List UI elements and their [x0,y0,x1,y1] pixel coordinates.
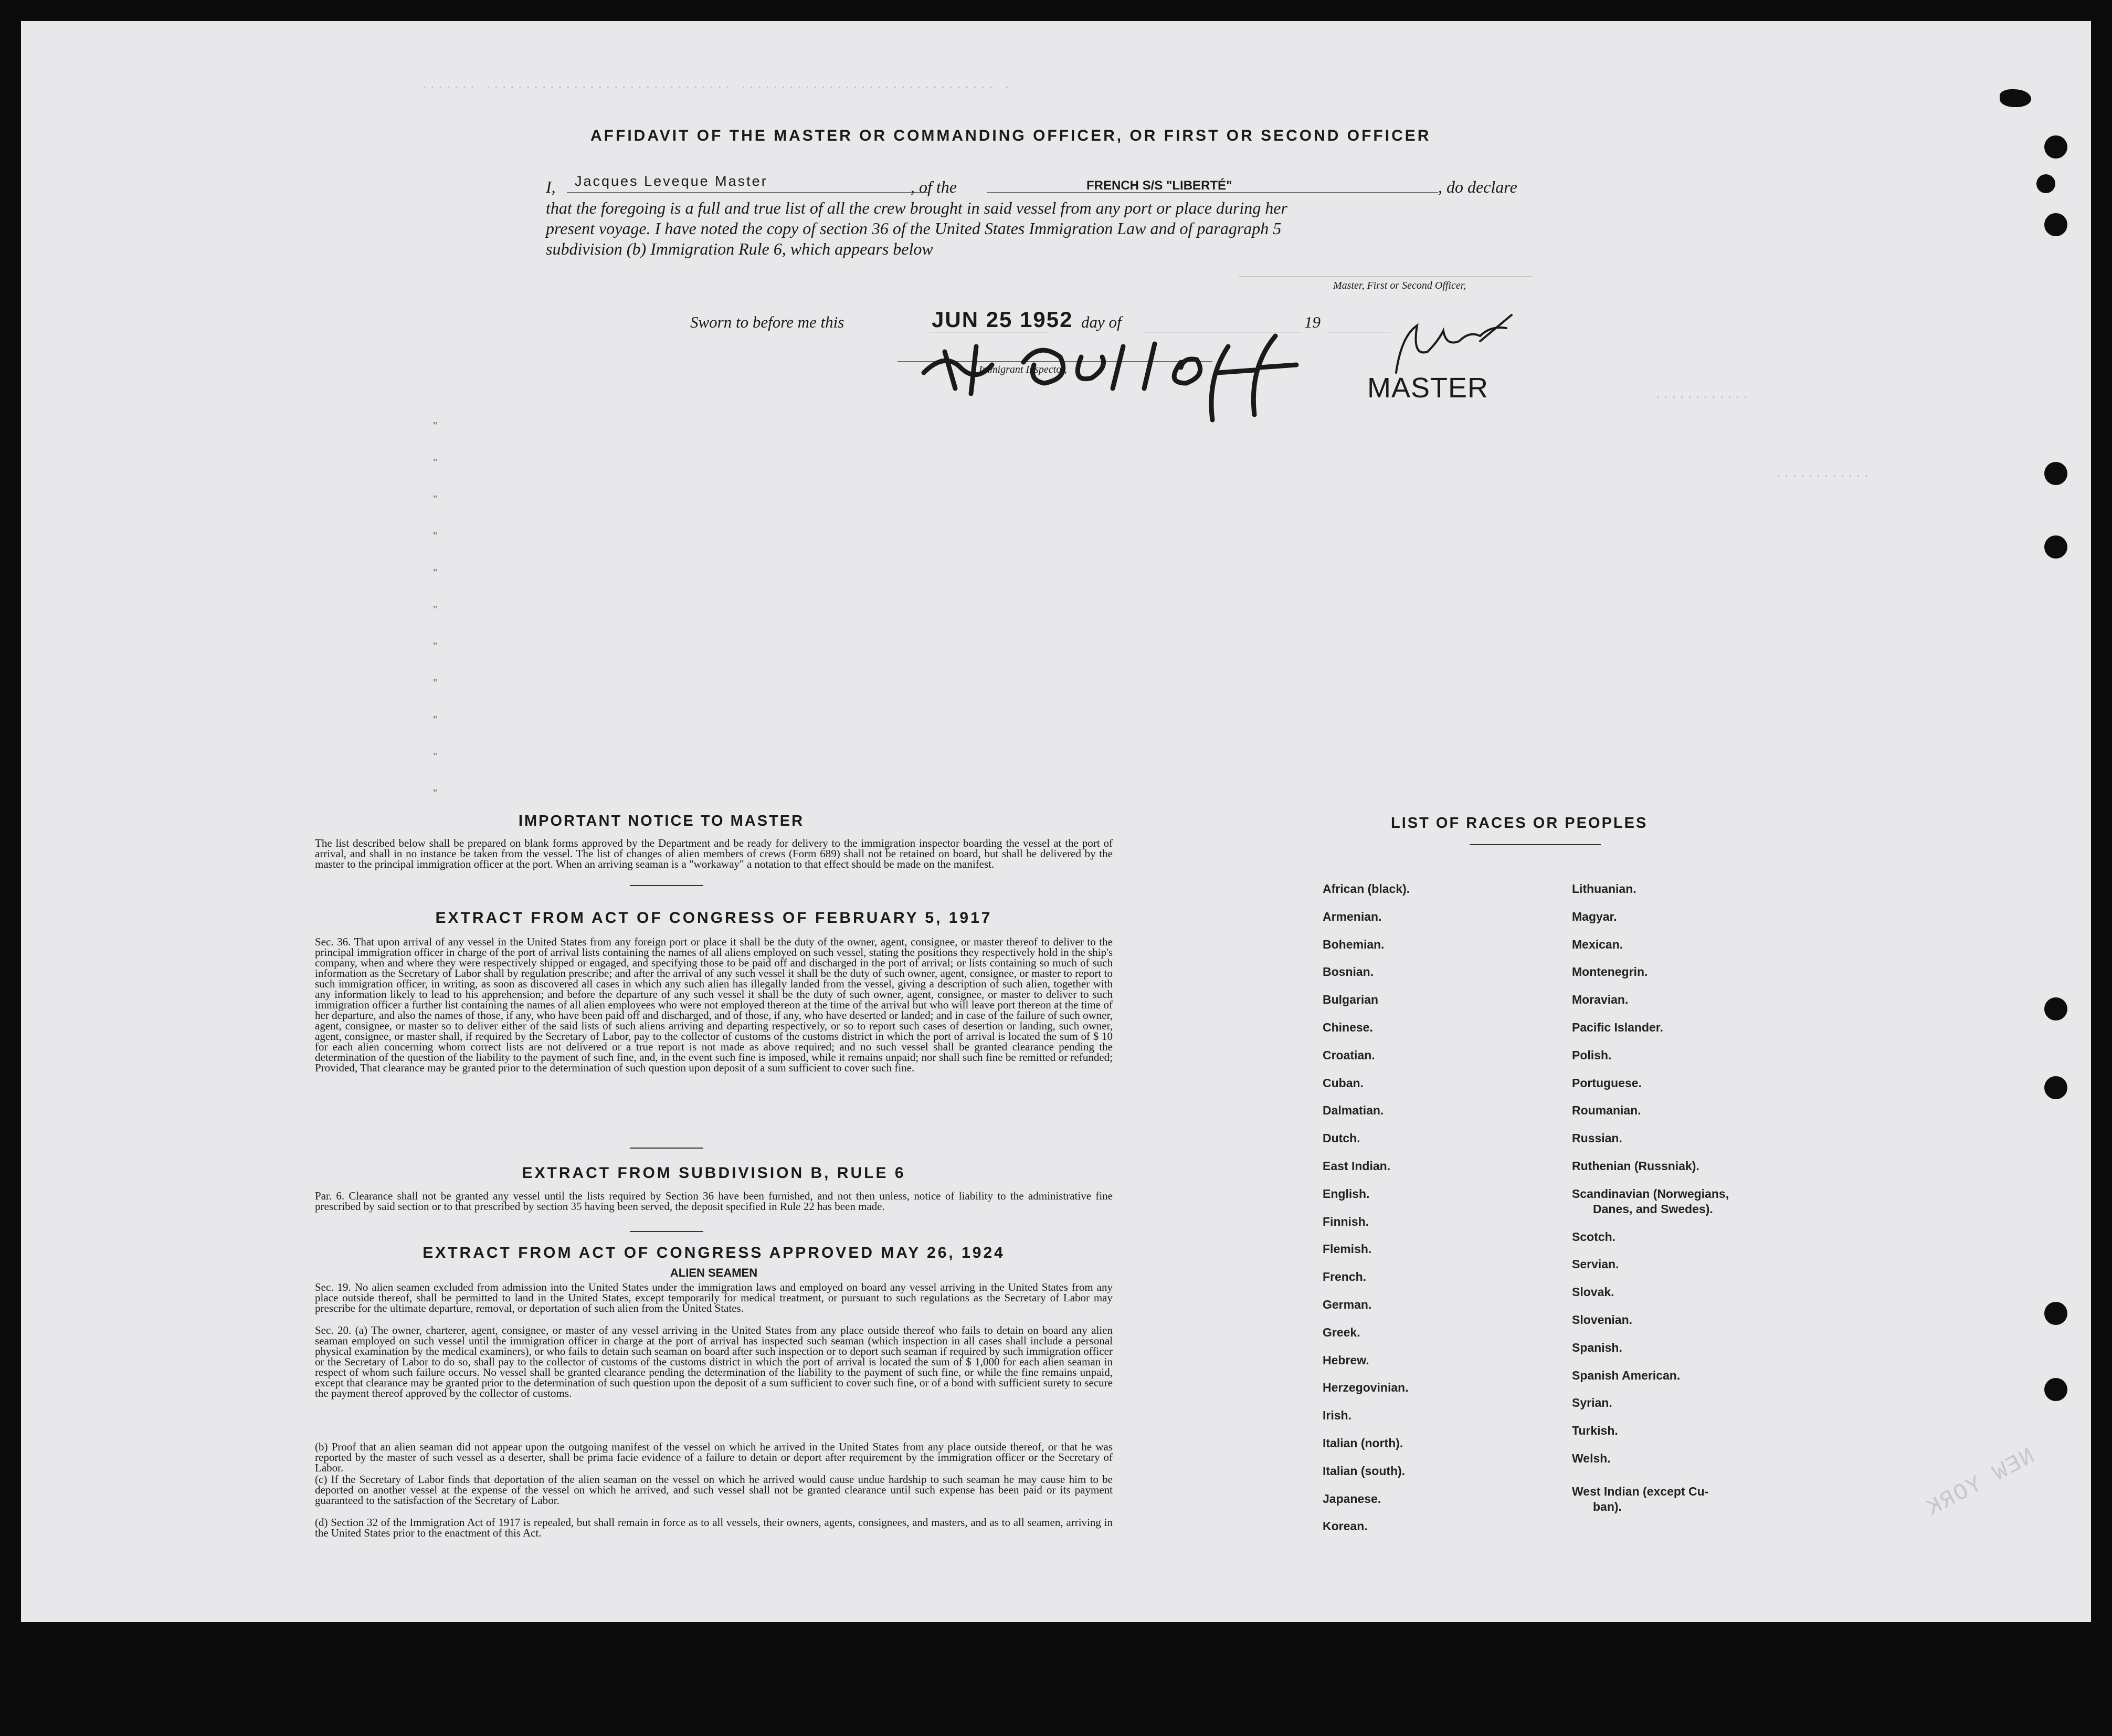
punch-hole [2044,1302,2067,1325]
blank-line [567,192,929,193]
subdivision-text: Par. 6. Clearance shall not be granted any vessel until the lists required by Section 36 have been furnished, and not then unless, notice of liability to the administrative fine prescribed by said section or to that prescribed by section 35 having been served, the deposit specified in Rule 22 has been made. [315,1190,1113,1213]
race-item: Slovak. [1572,1285,1614,1299]
race-item: Korean. [1323,1519,1368,1533]
officer-caption: Master, First or Second Officer, [1333,280,1466,291]
master-stamp: MASTER [1367,372,1489,404]
affidavit-declare: , do declare [1438,177,1517,196]
race-item: Bulgarian [1323,993,1379,1007]
race-item: Montenegrin. [1572,965,1648,979]
race-item: ban). [1593,1500,1622,1514]
ditto-mark: " [433,457,438,468]
race-item: Danes, and Swedes). [1593,1202,1713,1216]
race-item: Mexican. [1572,937,1623,951]
race-item: Dalmatian. [1323,1103,1384,1118]
punch-hole [2044,535,2067,559]
race-item: Finnish. [1323,1214,1369,1228]
bleed-through-text: . ................................ ............................... ....... [420,79,1010,92]
vessel-name: FRENCH S/S "LIBERTÉ" [1086,178,1232,193]
affidavit-intro: I, [546,177,556,196]
bleed-through-text: ............ [1774,467,1870,480]
punch-hole [2044,135,2067,159]
race-item: Cuban. [1323,1076,1364,1090]
race-item: Irish. [1323,1408,1351,1423]
race-item: West Indian (except Cu- [1572,1485,1709,1499]
ditto-mark: " [433,530,438,542]
race-item: Servian. [1572,1257,1619,1271]
race-item: Flemish. [1323,1242,1372,1256]
punch-hole [2044,1378,2067,1401]
extract-1924-title: EXTRACT FROM ACT OF CONGRESS APPROVED MAY 26, 1924 [423,1244,1005,1261]
race-item: Italian (north). [1323,1436,1403,1450]
race-item: Chinese. [1323,1020,1373,1034]
race-item: Syrian. [1572,1396,1612,1410]
race-item: Magyar. [1572,909,1617,923]
scan-border [0,1622,2112,1736]
race-item: African (black). [1323,882,1410,896]
punch-hole [2044,997,2067,1020]
punch-hole [2036,174,2055,193]
extract-1924-sec20d: (d) Section 32 of the Immigration Act of 1917 is repealed, but shall remain in force as to all vessels, their owners, agents, consignees, and masters, and as to all seamen, arriving in the United States prior to the enactment of this Act. [315,1516,1113,1539]
race-item: Polish. [1572,1048,1612,1062]
inspector-caption: Immigrant Inspector, [979,364,1067,375]
race-item: Pacific Islander. [1572,1020,1663,1034]
race-item: English. [1323,1186,1370,1201]
section-divider [1470,844,1601,845]
punch-hole [2044,213,2067,236]
race-item: Portuguese. [1572,1076,1642,1090]
master-name: Jacques Leveque Master [575,173,768,189]
bleed-through-text: ............ [1653,388,1749,402]
ditto-mark: " [433,420,438,432]
race-item: Turkish. [1572,1424,1618,1438]
race-item: Roumanian. [1572,1103,1641,1118]
race-item: Russian. [1572,1131,1622,1145]
race-item: Croatian. [1323,1048,1375,1062]
ditto-mark: " [433,787,438,799]
race-item: Italian (south). [1323,1464,1406,1478]
extract-1924-sec19: Sec. 19. No alien seamen excluded from admission into the United States under the immigration laws and employed on board any vessel arriving in the United States from any place outside thereof, shall be permitted to land in the United States, except temporarily for medical treatment, or pursuant to such regulations as the Secretary of Labor may prescribe for the ultimate departure, removal, or deportation of such alien from the United States. [315,1281,1113,1314]
notice-text: The list described below shall be prepared on blank forms approved by the Department and be ready for delivery to the immigration inspector boarding the vessel at the port of arrival, and shall in no instance be taken from the vessel. The list of changes of alien members of crews (Form 689) shall not be retained on board, but shall be delivered by the master to the principal immigration officer at the port. When an arriving seaman is a "workaway" a notation to that effect should be made on the manifest. [315,837,1113,870]
race-item: Moravian. [1572,993,1629,1007]
year-prefix: 19 [1304,313,1321,331]
extract-1917-text: Sec. 36. That upon arrival of any vessel in the United States from any foreign port or place it shall be the duty of the owner, agent, consignee, or master thereof to deliver to the principal immigration officer in charge of the port of arrival lists containing the names of all aliens employed on such vessel, stating the positions they respectively hold in the ship's company, when and where they were respectively shipped or engaged, and specifying those to be paid off and discharged in the port of arrival; or lists containing so much of such information as the Secretary of Labor shall by regulation prescribe; and after the arrival of any such vessel it shall be the duty of such owner, agent, consignee, or master to report to such immigration officer, in writing, as soon as discovered all cases in which any such alien has illegally landed from the vessel, giving a description of such alien, together with any information likely to lead to his apprehension; and before the departure of any such vessel it shall be the duty of such owner, agent, consignee, or master to deliver to such immigration officer a further list containing the names of all alien employees who were not employed thereon at the time of the arrival but who will leave port thereon at the time of her departure, and also the names of those, if any, who have been paid off and discharged, and of those, if any, who have deserted or landed; and in case of the failure of such owner, agent, consignee, or master so to deliver either of the said lists of such aliens arriving and departing respectively, or so to report such cases of desertion or landing, such owner, agent, consignee, or master shall, if required by the Secretary of Labor, pay to the collector of customs of the customs district in which the port of arrival is located the sum of $ 10 for each alien concerning whom correct lists are not delivered or a true report is not made as above required; and no such vessel shall be granted clearance pending the determination of the question of the liability to the payment of such fine, and, in the event such fine is imposed, while it remains unpaid; nor shall such fine be remitted or refunded; Provided, That clearance may be granted prior to the determination of such question upon deposit of a sum sufficient to cover such fine. [315,935,1113,1074]
ditto-mark: " [433,567,438,578]
section-divider [630,1231,703,1232]
race-item: Dutch. [1323,1131,1360,1145]
extract-1917-title: EXTRACT FROM ACT OF CONGRESS OF FEBRUARY 5, 1917 [435,909,992,927]
race-item: French. [1323,1270,1367,1284]
race-item: Bohemian. [1323,937,1385,951]
subdivision-title: EXTRACT FROM SUBDIVISION B, RULE 6 [522,1164,906,1182]
sworn-label: Sworn to before me this [690,313,844,331]
notice-title: IMPORTANT NOTICE TO MASTER [518,813,805,829]
race-item: Lithuanian. [1572,882,1636,896]
race-item: Scotch. [1572,1229,1616,1244]
extract-1924-sec20b: (b) Proof that an alien seaman did not appear upon the outgoing manifest of the vessel on which he arrived in the United States from any place outside thereof, or that he was reported by the master of such vessel as a deserter, shall be prima facie evidence of a failure to detain or deport after requirement by the immigration officer or the Secretary of Labor. [315,1440,1113,1474]
ditto-mark: " [433,677,438,689]
race-item: Welsh. [1572,1451,1611,1466]
ditto-mark: " [433,751,438,762]
ditto-mark: " [433,604,438,615]
punch-hole [2000,89,2031,107]
inspector-signature [913,315,1312,430]
race-item: Greek. [1323,1325,1360,1339]
section-divider [630,885,703,886]
sworn-date-stamp: JUN 25 1952 [932,307,1073,332]
race-item: Bosnian. [1323,965,1374,979]
race-item: Hebrew. [1323,1353,1369,1367]
extract-1924-sec20a: Sec. 20. (a) The owner, charterer, agent, consignee, or master of any vessel arriving in the United States from any place outside thereof who fails to detain on board any alien seaman employed on such vessel until the immigration officer in charge at the port of arrival has inspected such seaman (which inspection in all cases shall include a personal physical examination by the medical examiners), or who fails to detain such seaman on board after such inspection or to deport such seaman if required by such immigration officer or the Secretary of Labor to do so, shall pay to the collector of customs of the customs district in which the port of arrival is located the sum of $ 1,000 for each alien seaman in respect of whom such failure occurs. No vessel shall be granted clearance pending the determination of the liability to the payment of such fine, or while the fine remains unpaid, except that clearance may be granted prior to the determination of such question upon the deposit of a sum sufficient to cover such fine, or of a bond with sufficient surety to secure the payment thereof approved by the collector of customs. [315,1324,1113,1400]
race-item: Japanese. [1323,1491,1381,1506]
affidavit-body-line: subdivision (b) Immigration Rule 6, which appears below [546,239,933,258]
affidavit-body-line: that the foregoing is a full and true list of all the crew brought in said vessel from any port or place during her [546,198,1287,217]
extract-1924-subtitle: ALIEN SEAMEN [670,1266,758,1279]
race-item: Slovenian. [1572,1313,1633,1327]
punch-hole [2044,1076,2067,1099]
race-item: East Indian. [1323,1159,1391,1173]
ditto-mark: " [433,493,438,505]
ditto-mark: " [433,714,438,725]
race-item: Herzegovinian. [1323,1381,1409,1395]
affidavit-body-line: present voyage. I have noted the copy of section 36 of the United States Immigration Law and of paragraph 5 [546,219,1282,238]
affidavit-of-the: , of the [911,177,957,196]
race-item: Scandinavian (Norwegians, [1572,1186,1729,1201]
race-item: Spanish. [1572,1340,1622,1354]
race-item: Armenian. [1323,909,1382,923]
races-title: LIST OF RACES OR PEOPLES [1391,815,1648,832]
ditto-mark: " [433,640,438,652]
day-of-label: day of [1081,313,1122,331]
punch-hole [2044,462,2067,485]
bleed-through-stamp: NEW YORK [1921,1443,2040,1523]
section-divider [630,1148,703,1149]
document-page [21,21,2091,1622]
extract-1924-sec20c: (c) If the Secretary of Labor finds that deportation of the alien seaman on the vessel on which he arrived would cause undue hardship to such seaman he may cause him to be deported on another vessel at the expense of the vessel on which he arrived, and such vessel shall not be granted clearance until such expense has been paid or its payment guaranteed to the satisfaction of the Secretary of Labor. [315,1473,1113,1507]
race-item: German. [1323,1298,1372,1311]
affidavit-title: AFFIDAVIT OF THE MASTER OR COMMANDING OFFICER, OR FIRST OR SECOND OFFICER [590,127,1431,144]
race-item: Spanish American. [1572,1368,1681,1382]
race-item: Ruthenian (Russniak). [1572,1159,1699,1173]
blank-line [987,192,1438,193]
